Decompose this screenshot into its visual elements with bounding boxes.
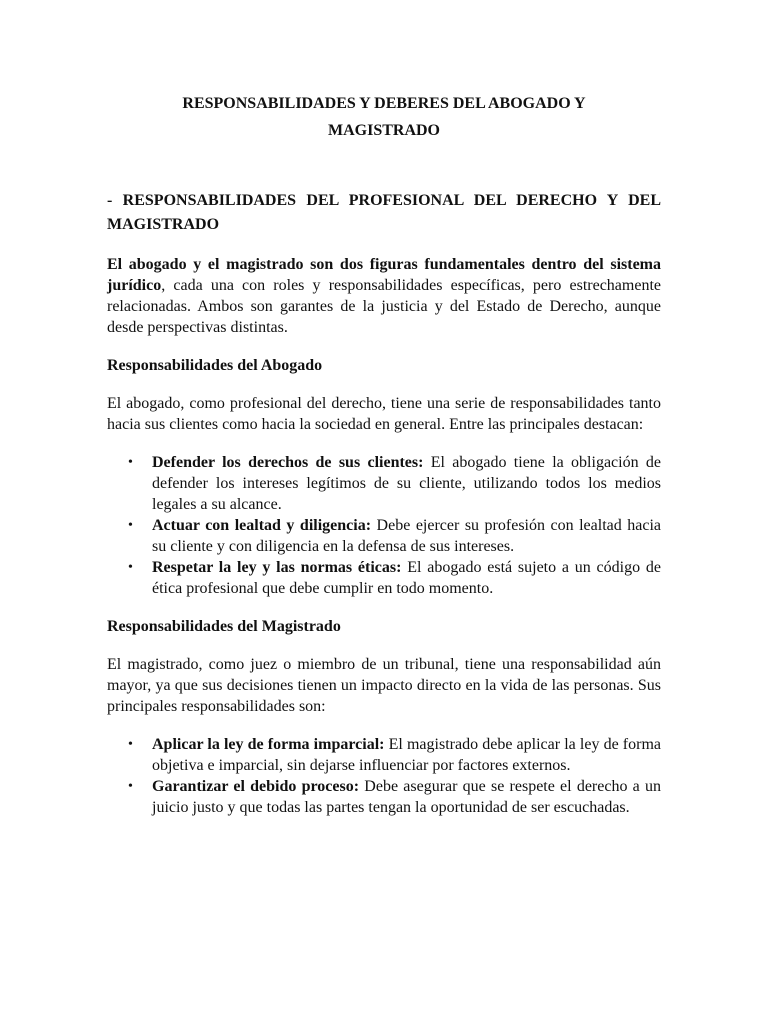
intro-bold-text: El abogado y el magistrado son dos figuras fundamentales dentro del sistema jurídico	[107, 256, 661, 294]
list-item	[128, 734, 662, 776]
list-item-bold: Actuar con lealtad y diligencia:	[152, 517, 372, 534]
lawyer-list	[107, 452, 661, 599]
list-item-bold: Garantizar el debido proceso:	[152, 778, 360, 795]
list-item-text: El magistrado debe aplicar la ley de forma objetiva e imparcial, sin dejarse influenciar por factores externos.	[152, 736, 662, 774]
section-heading: - RESPONSABILIDADES DEL PROFESIONAL DEL DERECHO Y DEL MAGISTRADO	[107, 192, 661, 233]
list-item	[128, 452, 662, 515]
list-item-bold: Respetar la ley y las normas éticas:	[152, 559, 402, 576]
intro-text: , cada una con roles y responsabilidades específicas, pero estrechamente relacionadas. Ambos son garantes de la justicia y del Estado de Derecho, aunque desde perspectivas distintas.	[107, 277, 661, 336]
magistrate-heading: Responsabilidades del Magistrado	[107, 618, 341, 635]
lawyer-paragraph: El abogado, como profesional del derecho, tiene una serie de responsabilidades tanto hacia sus clientes como hacia la sociedad en general. Entre las principales destacan:	[107, 395, 661, 433]
magistrate-paragraph: El magistrado, como juez o miembro de un tribunal, tiene una responsabilidad aún mayor, ya que sus decisiones tienen un impacto directo en la vida de las personas. Sus principales responsabilidades son:	[107, 656, 661, 715]
lawyer-heading: Responsabilidades del Abogado	[107, 357, 323, 374]
bullet-icon: •	[128, 779, 133, 794]
document-content	[107, 90, 661, 818]
list-item-bold: Defender los derechos de sus clientes:	[152, 454, 424, 471]
list-item-bold: Aplicar la ley de forma imparcial:	[152, 736, 385, 753]
list-item-text: Debe ejercer su profesión con lealtad hacia su cliente y con diligencia en la defensa de sus intereses.	[152, 517, 661, 555]
list-item	[128, 557, 661, 599]
bullet-icon: •	[128, 455, 133, 470]
bullet-icon: •	[128, 737, 133, 752]
bullet-icon: •	[128, 518, 133, 533]
list-item-text: El abogado está sujeto a un código de ética profesional que debe cumplir en todo momento.	[152, 559, 661, 597]
bullet-icon: •	[128, 560, 133, 575]
list-item	[128, 515, 661, 557]
list-item-text: Debe asegurar que se respete el derecho a un juicio justo y que todas las partes tengan la oportunidad de ser escuchadas.	[152, 778, 662, 816]
list-item	[128, 776, 662, 818]
list-item-text: El abogado tiene la obligación de defender los intereses legítimos de su cliente, utilizando todos los medios legales a su alcance.	[152, 454, 662, 513]
document-title: RESPONSABILIDADES Y DEBERES DEL ABOGADO Y MAGISTRADO	[182, 95, 586, 139]
intro-paragraph	[107, 254, 661, 338]
magistrate-list	[107, 734, 661, 818]
